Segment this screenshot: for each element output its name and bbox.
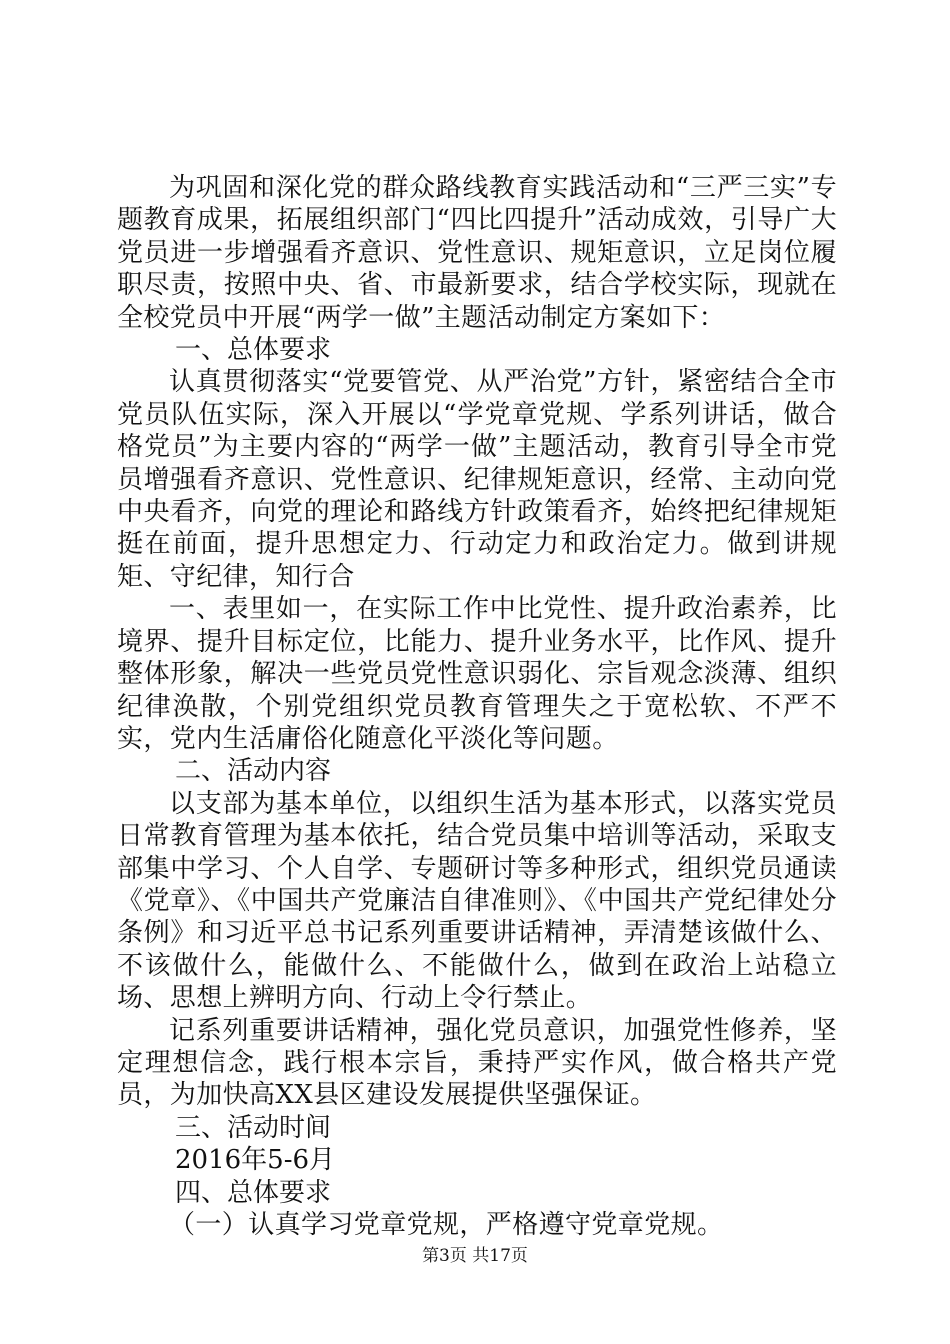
section-2-second-paragraph: 记系列重要讲话精神，强化党员意识，加强党性修养，坚定理想信念，践行根本宗旨，秉持严实作风，做合格共产党员，为加快高XX县区建设发展提供坚强保证。	[117, 1015, 837, 1111]
section-1-continuation-paragraph: 一、表里如一，在实际工作中比党性、提升政治素养，比境界、提升目标定位，比能力、提升业务水平，比作风、提升整体形象，解决一些党员党性意识弱化、宗旨观念淡薄、组织纪律涣散，个别党组织党员教育管理失之于宽松软、不严不实，党内生活庸俗化随意化平淡化等问题。	[117, 594, 837, 754]
section-2-paragraph: 以支部为基本单位，以组织生活为基本形式，以落实党员日常教育管理为基本依托，结合党员集中培训等活动，采取支部集中学习、个人自学、专题研讨等多种形式，组织党员通读《党章》、《中国共产党廉洁自律准则》、《中国共产党纪律处分条例》和习近平总书记系列重要讲话精神，弄清楚该做什么、不该做什么，能做什么、不能做什么，做到在政治上站稳立场、思想上辨明方向、行动上令行禁止。	[117, 788, 837, 1014]
section-4-item-1: （一）认真学习党章党规，严格遵守党章党规。	[169, 1210, 724, 1240]
section-heading-2: 二、活动内容	[175, 756, 332, 787]
section-heading-3: 三、活动时间	[175, 1112, 332, 1143]
document-body	[117, 172, 837, 1241]
section-heading-1: 一、总体要求	[175, 335, 332, 366]
page-number-footer: 第3页 共17页	[422, 1246, 528, 1266]
activity-time-value: 2016年5-6月	[175, 1145, 336, 1176]
intro-paragraph: 为巩固和深化党的群众路线教育实践活动和“三严三实”专题教育成果，拓展组织部门“四比四提升”活动成效，引导广大党员进一步增强看齐意识、党性意识、规矩意识，立足岗位履职尽责，按照中央、省、市最新要求，结合学校实际，现就在全校党员中开展“两学一做”主题活动制定方案如下：	[117, 173, 837, 333]
section-heading-4: 四、总体要求	[175, 1177, 332, 1208]
section-1-paragraph: 认真贯彻落实“党要管党、从严治党”方针，紧密结合全市党员队伍实际，深入开展以“学党章党规、学系列讲话，做合格党员”为主要内容的“两学一做”主题活动，教育引导全市党员增强看齐意识、党性意识、纪律规矩意识，经常、主动向党中央看齐，向党的理论和路线方针政策看齐，始终把纪律规矩挺在前面，提升思想定力、行动定力和政治定力。做到讲规矩、守纪律，知行合	[117, 367, 837, 592]
